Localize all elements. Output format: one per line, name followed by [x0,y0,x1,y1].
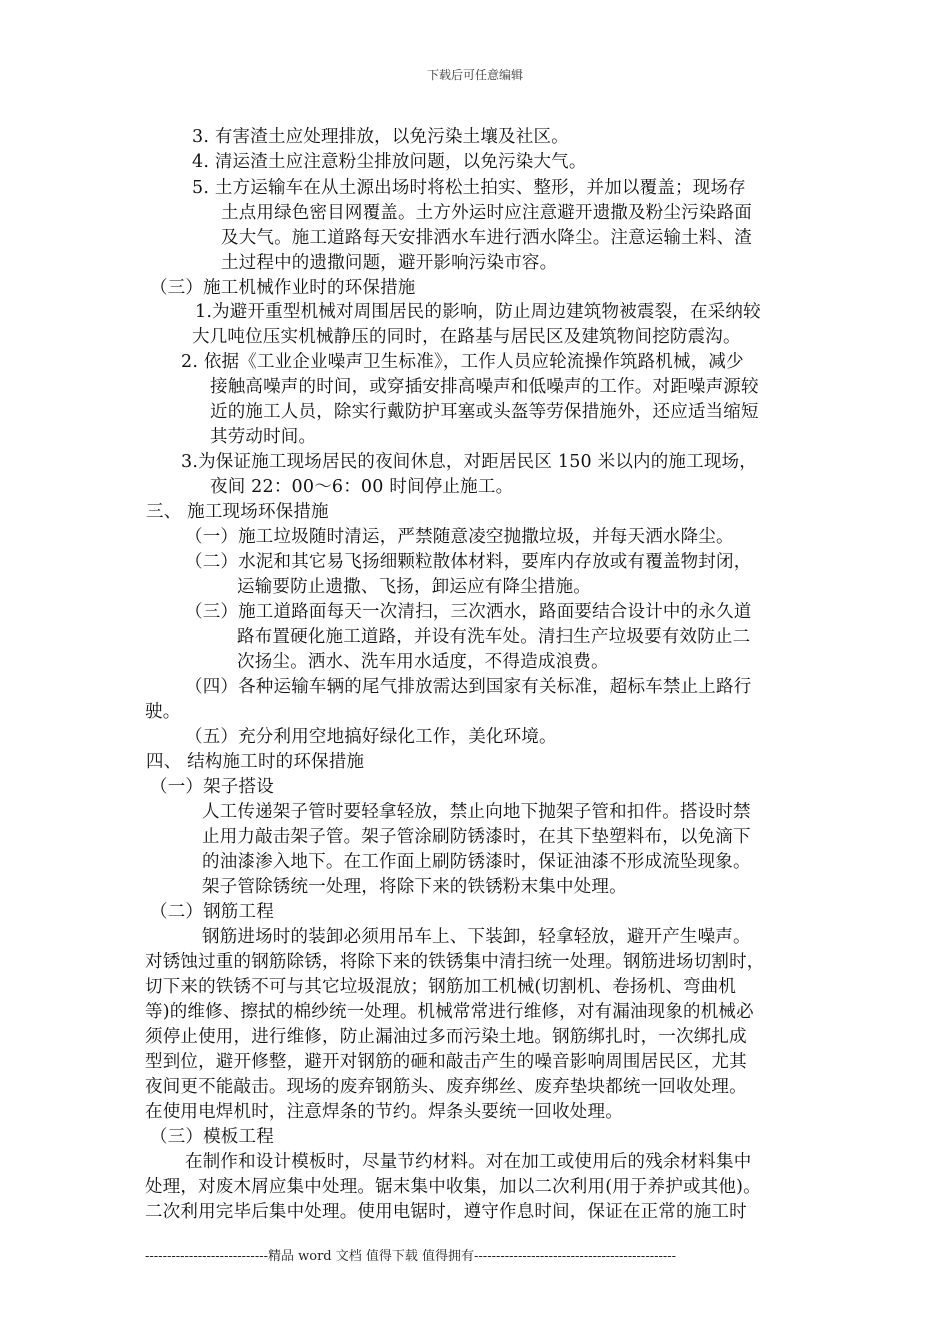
text-line: 大几吨位压实机械静压的同时，在路基与居民区及建筑物间挖防震沟。 [192,327,741,347]
text-line: 人工传递架子管时要轻拿轻放，禁止向地下抛架子管和扣件。搭设时禁 [202,802,751,822]
text-line: 在使用电焊机时，注意焊条的节约。焊条头要统一回收处理。 [145,1102,623,1122]
text-line: 土过程中的遗撒问题，避开影响污染市容。 [221,253,558,273]
text-line: 3. 有害渣土应处理排放，以免污染土壤及社区。 [192,127,569,147]
text-line: 等)的维修、擦拭的棉纱统一处理。机械常常进行维修，对有漏油现象的机械必 [145,1002,754,1022]
text-line: 的油漆渗入地下。在工作面上刷防锈漆时，保证油漆不形成流坠现象。 [202,852,751,872]
page-footer: ----------------------------精品 word 文档 值得下载 值得拥有---------------------------------------------- [145,1249,677,1264]
text-line: 2. 依据《工业企业噪声卫生标准》，工作人员应轮流操作筑路机械，减少 [181,352,744,372]
text-line: 其劳动时间。 [210,427,317,447]
text-line: 在制作和设计模板时，尽量节约材料。对在加工或使用后的残余材料集中 [185,1152,752,1172]
text-line: （四）各种运输车辆的尾气排放需达到国家有关标准，超标车禁止上路行 [185,677,752,697]
text-line: 夜间 22：00～6：00 时间停止施工。 [210,477,514,497]
page-header: 下载后可任意编辑 [426,68,523,82]
text-line: 土点用绿色密目网覆盖。土方外运时应注意避开遗撒及粉尘污染路面 [221,203,752,223]
text-line: 及大气。施工道路每天安排洒水车进行洒水降尘。注意运输土料、渣 [221,228,752,248]
section-heading: （三）施工机械作业时的环保措施 [150,278,416,298]
section-heading: 三、 施工现场环保措施 [146,502,329,522]
text-line: 对锈蚀过重的钢筋除锈，将除下来的铁锈集中清扫统一处理。钢筋进场切割时， [145,952,765,972]
text-line: 止用力敲击架子管。架子管涂刷防锈漆时，在其下垫塑料布，以免滴下 [202,827,751,847]
text-line: 运输要防止遗撒、飞扬，卸运应有降尘措施。 [237,577,591,597]
text-line: 型到位，避开修整，避开对钢筋的砸和敲击产生的噪音影响周围居民区，尤其 [145,1052,747,1072]
text-line: 切下来的铁锈不可与其它垃圾混放；钢筋加工机械(切割机、卷扬机、弯曲机 [145,977,737,997]
text-line: 5. 土方运输车在从土源出场时将松土拍实、整形，并加以覆盖；现场存 [192,178,746,198]
section-heading: 四、 结构施工时的环保措施 [146,752,365,772]
text-line: 处理，对废木屑应集中处理。锯末集中收集，加以二次利用(用于养护或其他)。 [145,1177,761,1197]
text-line: （一）施工垃圾随时清运，严禁随意凌空抛撒垃圾，并每天洒水降尘。 [185,527,734,547]
text-line: 接触高噪声的时间，或穿插安排高噪声和低噪声的工作。对距噪声源较 [210,377,759,397]
section-heading: （一）架子搭设 [150,777,274,797]
text-line: 须停止使用，进行维修，防止漏油过多而污染土地。钢筋绑扎时，一次绑扎成 [145,1027,747,1047]
text-line: 次扬尘。洒水、洗车用水适度，不得造成浪费。 [237,652,609,672]
text-line: 3.为保证施工现场居民的夜间休息，对距居民区 150 米以内的施工现场， [181,452,757,472]
text-line: 钢筋进场时的装卸必须用吊车上、下装卸，轻拿轻放，避开产生噪声。 [202,927,751,947]
text-line: 夜间更不能敲击。现场的废弃钢筋头、废弃绑丝、废弃垫块都统一回收处理。 [145,1077,747,1097]
text-line: 架子管除锈统一处理，将除下来的铁锈粉末集中处理。 [202,877,627,897]
text-line: 二次利用完毕后集中处理。使用电锯时，遵守作息时间，保证在正常的施工时 [145,1202,747,1222]
text-line: （二）水泥和其它易飞扬细颗粒散体材料，要库内存放或有覆盖物封闭， [185,552,752,572]
section-heading: （三）模板工程 [150,1127,274,1147]
text-line: 近的施工人员，除实行戴防护耳塞或头盔等劳保措施外，还应适当缩短 [210,402,759,422]
text-line: 4. 清运渣土应注意粉尘排放问题，以免污染大气。 [192,152,587,172]
section-heading: （二）钢筋工程 [150,902,274,922]
text-line: （三）施工道路面每天一次清扫，三次洒水，路面要结合设计中的永久道 [185,602,752,622]
text-line: （五）充分利用空地搞好绿化工作，美化环境。 [185,727,557,747]
text-line: 驶。 [145,702,181,722]
text-line: 路布置硬化施工道路，并设有洗车处。清扫生产垃圾要有效防止二 [237,627,751,647]
text-line: 1.为避开重型机械对周围居民的影响，防止周边建筑物被震裂，在采纳较 [195,302,761,322]
